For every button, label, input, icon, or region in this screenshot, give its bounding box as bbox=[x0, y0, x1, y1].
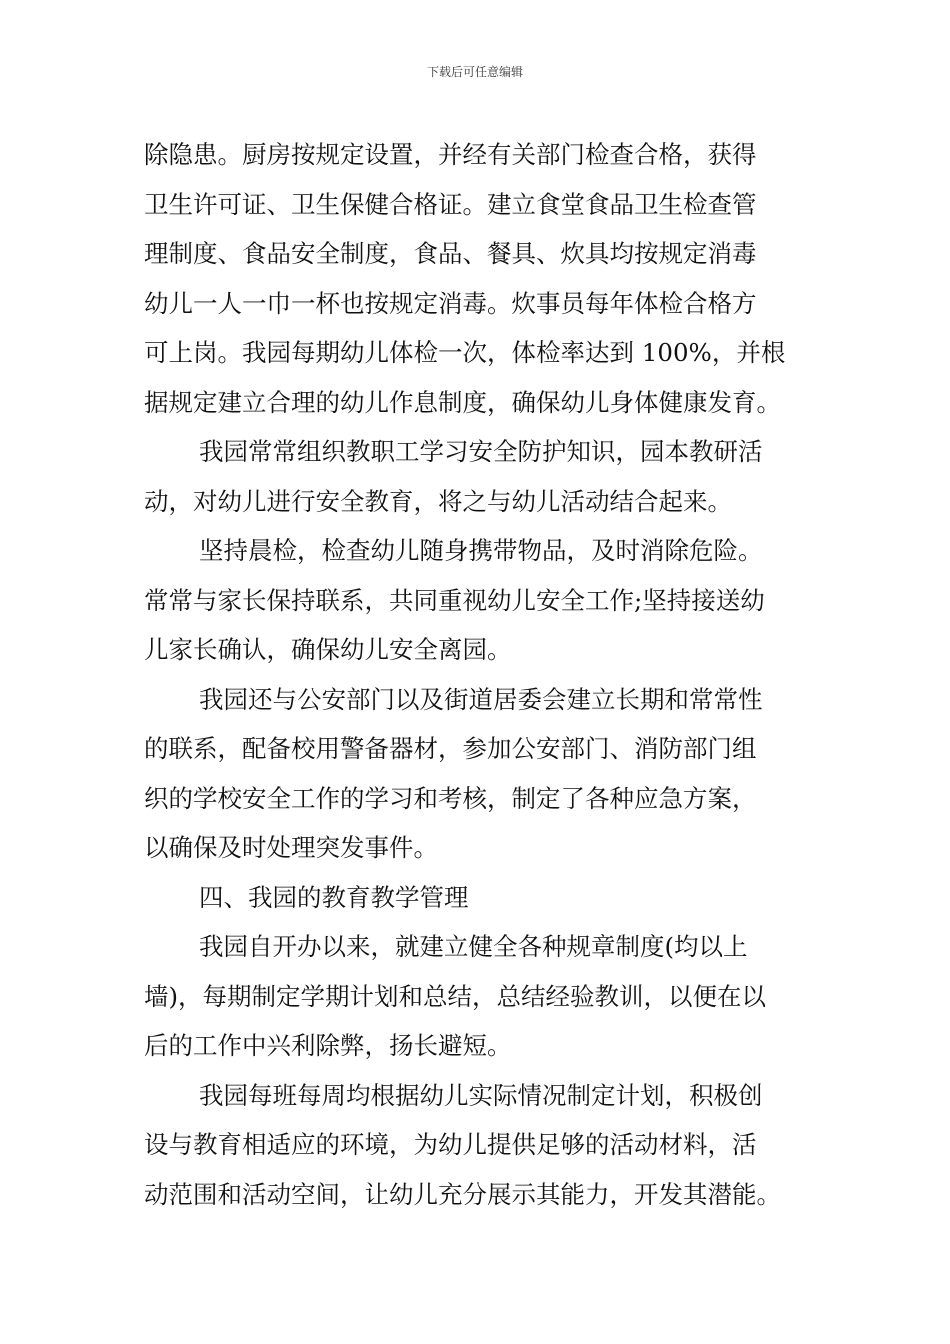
paragraph-first-line: 我园每班每周均根据幼儿实际情况制定计划，积极创 bbox=[199, 1080, 763, 1110]
text-line: 卫生许可证、卫生保健合格证。建立食堂食品卫生检查管 bbox=[144, 189, 757, 219]
text-line: 织的学校安全工作的学习和考核，制定了各种应急方案， bbox=[144, 783, 757, 813]
text-line: 理制度、食品安全制度，食品、餐具、炊具均按规定消毒 bbox=[144, 239, 757, 268]
text-line: 常常与家长保持联系，共同重视幼儿安全工作;坚持接送幼 bbox=[144, 585, 765, 615]
text-line: 除隐患。厨房按规定设置，并经有关部门检查合格，获得 bbox=[144, 140, 757, 169]
section-heading: 四、我园的教育教学管理 bbox=[199, 882, 469, 912]
page-header: 下载后可任意编辑 bbox=[426, 65, 523, 79]
text-line: 的联系，配备校用警备器材，参加公安部门、消防部门组 bbox=[144, 734, 757, 763]
text-line: 墙)，每期制定学期计划和总结，总结经验教训，以便在以 bbox=[144, 981, 767, 1011]
text-line: 据规定建立合理的幼儿作息制度，确保幼儿身体健康发育。 bbox=[144, 387, 781, 417]
text-line: 设与教育相适应的环境，为幼儿提供足够的活动材料，活 bbox=[144, 1130, 757, 1159]
paragraph-first-line: 我园常常组织教职工学习安全防护知识，园本教研活 bbox=[199, 437, 763, 466]
paragraph-first-line: 我园自开办以来，就建立健全各种规章制度(均以上 bbox=[199, 932, 748, 961]
paragraph-first-line: 我园还与公安部门以及街道居委会建立长期和常常性 bbox=[199, 684, 763, 714]
text-line: 幼儿一人一巾一杯也按规定消毒。炊事员每年体检合格方 bbox=[144, 288, 757, 318]
text-line: 后的工作中兴利除弊，扬长避短。 bbox=[144, 1031, 512, 1060]
text-line: 以确保及时处理突发事件。 bbox=[144, 833, 438, 862]
text-line: 动范围和活动空间，让幼儿充分展示其能力，开发其潜能。 bbox=[144, 1179, 781, 1209]
text-line: 动，对幼儿进行安全教育，将之与幼儿活动结合起来。 bbox=[144, 486, 732, 516]
paragraph-first-line: 坚持晨检，检查幼儿随身携带物品，及时消除危险。 bbox=[199, 536, 763, 565]
document-body bbox=[144, 130, 814, 1219]
text-line: 儿家长确认，确保幼儿安全离园。 bbox=[144, 635, 512, 664]
text-line: 可上岗。我园每期幼儿体检一次，体检率达到 100%，并根 bbox=[144, 338, 786, 367]
